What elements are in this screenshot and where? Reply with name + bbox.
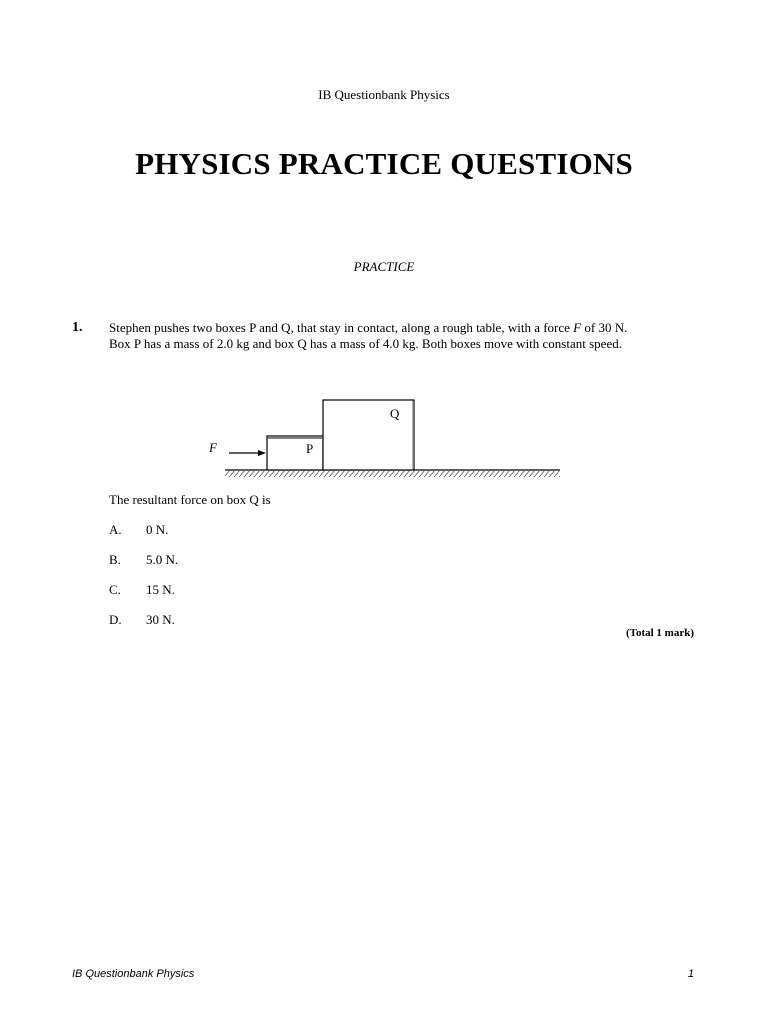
section-label: PRACTICE	[353, 259, 415, 274]
question-number: 1.	[72, 320, 83, 335]
box-p	[267, 436, 323, 470]
force-symbol: F	[573, 320, 582, 335]
option-c	[109, 582, 175, 598]
force-label: F	[209, 440, 217, 455]
option-letter: B.	[109, 552, 121, 567]
option-letter: C.	[109, 582, 121, 597]
force-arrow-head	[258, 450, 266, 456]
option-text: 5.0 N.	[146, 552, 179, 567]
box-q-label: Q	[390, 406, 400, 421]
option-text: 30 N.	[146, 612, 175, 627]
option-d	[109, 612, 175, 628]
question-stem: The resultant force on box Q is	[109, 492, 271, 507]
document-header: IB Questionbank Physics	[318, 87, 450, 102]
option-b	[109, 552, 178, 568]
table-hatching	[225, 471, 560, 477]
option-text: 0 N.	[146, 522, 169, 537]
question-text	[109, 320, 649, 352]
option-a	[109, 522, 168, 538]
boxes-diagram	[200, 392, 570, 487]
option-text: 15 N.	[146, 582, 175, 597]
box-q	[323, 400, 414, 470]
option-letter: A.	[109, 522, 122, 537]
footer-title: IB Questionbank Physics	[72, 968, 195, 980]
total-mark: (Total 1 mark)	[625, 627, 694, 639]
question-line-1: Stephen pushes two boxes P and Q, that stay in contact, along a rough table, with a force F of 30 N.	[109, 320, 628, 335]
box-p-label: P	[306, 441, 314, 456]
question-line-2: Box P has a mass of 2.0 kg and box Q has a mass of 4.0 kg. Both boxes move with constant speed.	[109, 336, 622, 351]
page-title: PHYSICS PRACTICE QUESTIONS	[135, 146, 633, 181]
page-number: 1	[687, 968, 694, 980]
option-letter: D.	[109, 612, 122, 627]
